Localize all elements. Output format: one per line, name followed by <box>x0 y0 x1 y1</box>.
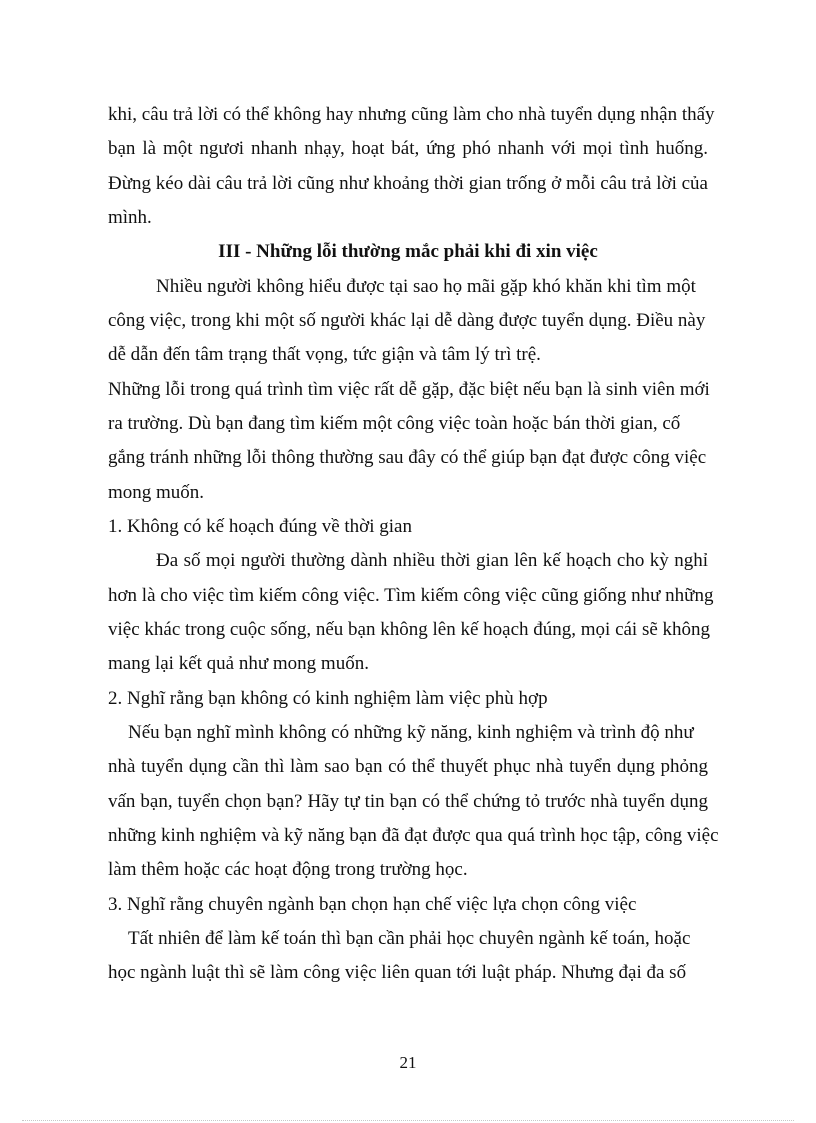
list-item-title: 3. Nghĩ rằng chuyên ngành bạn chọn hạn chế việc lựa chọn công việc <box>108 894 637 915</box>
page-number: 21 <box>399 1053 417 1072</box>
intro-line: mình. <box>108 207 152 228</box>
paragraph-line: vấn bạn, tuyển chọn bạn? Hãy tự tin bạn có thể chứng tỏ trước nhà tuyển dụng <box>108 791 708 812</box>
paragraph-line: Những lỗi trong quá trình tìm việc rất dễ gặp, đặc biệt nếu bạn là sinh viên mới <box>108 379 710 400</box>
paragraph-line: mong muốn. <box>108 482 205 503</box>
paragraph-line: công việc, trong khi một số người khác lại dễ dàng được tuyển dụng. Điều này <box>108 310 706 331</box>
paragraph-line: Nhiều người không hiểu được tại sao họ mãi gặp khó khăn khi tìm một <box>156 276 696 297</box>
list-item-title: 2. Nghĩ rằng bạn không có kinh nghiệm làm việc phù hợp <box>108 688 548 709</box>
paragraph-line: nhà tuyển dụng cần thì làm sao bạn có thể thuyết phục nhà tuyển dụng phỏng <box>108 756 708 777</box>
paragraph-line: gắng tránh những lỗi thông thường sau đây có thể giúp bạn đạt được công việc <box>108 447 707 468</box>
paragraph-line: học ngành luật thì sẽ làm công việc liên quan tới luật pháp. Nhưng đại đa số <box>108 962 687 983</box>
paragraph-line: hơn là cho việc tìm kiếm công việc. Tìm kiếm công việc cũng giống như những <box>108 585 714 606</box>
paragraph-line: ra trường. Dù bạn đang tìm kiếm một công việc toàn hoặc bán thời gian, cố <box>108 413 681 434</box>
list-item-title: 1. Không có kế hoạch đúng về thời gian <box>108 516 412 537</box>
paragraph-line: việc khác trong cuộc sống, nếu bạn không lên kế hoạch đúng, mọi cái sẽ không <box>108 619 711 640</box>
paragraph-line: Đa số mọi người thường dành nhiều thời gian lên kế hoạch cho kỳ nghỉ <box>156 550 708 571</box>
paragraph-line: làm thêm hoặc các hoạt động trong trường học. <box>108 859 468 880</box>
section-heading: III - Những lỗi thường mắc phải khi đi xin việc <box>218 241 598 262</box>
paragraph-line: những kinh nghiệm và kỹ năng bạn đã đạt được qua quá trình học tập, công việc <box>108 825 719 846</box>
page-border-dotted <box>22 1120 794 1121</box>
paragraph-line: Tất nhiên để làm kế toán thì bạn cần phải học chuyên ngành kế toán, hoặc <box>128 928 691 949</box>
intro-line: Đừng kéo dài câu trả lời cũng như khoảng thời gian trống ở mỗi câu trả lời của <box>108 173 708 194</box>
paragraph-line: mang lại kết quả như mong muốn. <box>108 653 369 674</box>
paragraph-line: dễ dẫn đến tâm trạng thất vọng, tức giận và tâm lý trì trệ. <box>108 344 541 365</box>
paragraph-line: Nếu bạn nghĩ mình không có những kỹ năng, kinh nghiệm và trình độ như <box>128 722 694 743</box>
intro-line: khi, câu trả lời có thể không hay nhưng cũng làm cho nhà tuyển dụng nhận thấy <box>108 104 715 125</box>
intro-line: bạn là một ngươi nhanh nhạy, hoạt bát, ứng phó nhanh với mọi tình huống. <box>108 138 708 159</box>
